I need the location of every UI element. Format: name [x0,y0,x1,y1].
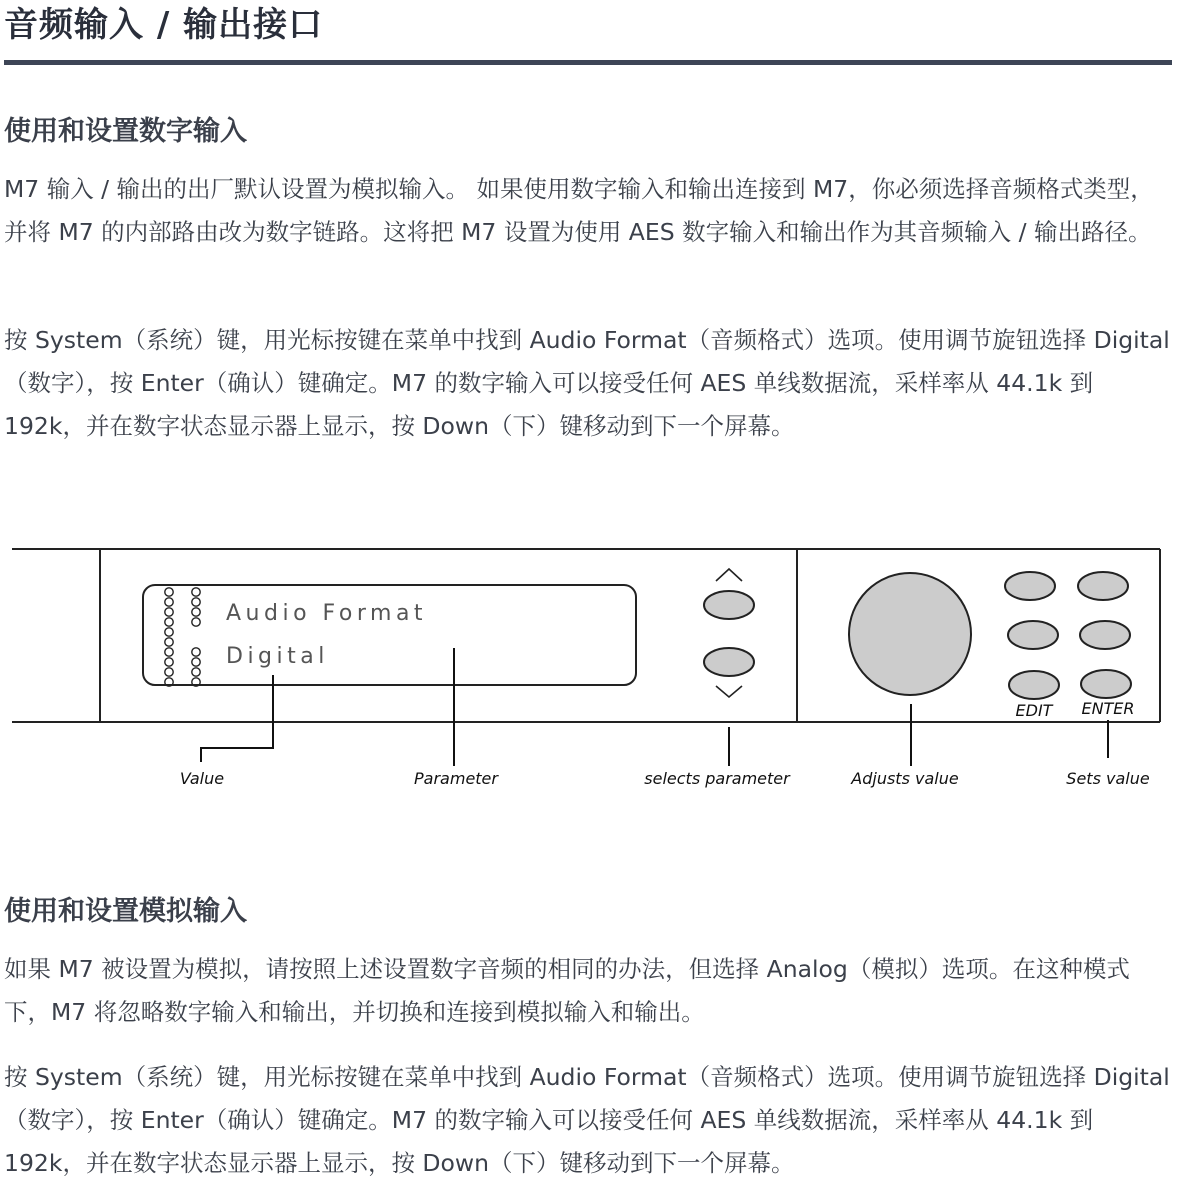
callout-value: Value [179,769,225,788]
panel-button-mid-right[interactable] [1080,621,1130,649]
lcd-display [143,585,636,685]
edit-button[interactable] [1009,671,1059,699]
analog-paragraph-1: 如果 M7 被设置为模拟，请按照上述设置数字音频的相同的办法，但选择 Analog（模拟）选项。在这种模式下，M7 将忽略数字输入和输出，并切换和连接到模拟输入和输出。 [4,955,1130,1026]
callout-adjusts-value: Adjusts value [851,769,959,788]
analog-paragraph-2: 按 System（系统）键，用光标按键在菜单中找到 Audio Format（音频格式）选项。使用调节旋钮选择 Digital（数字），按 Enter（确认）键确定。M7 的数字输入可以接受任何 AES 单线数据流，采样率从 44.1k 到 192k，并在数字状态显示器上显示，按 Down（下）键移动到下一个屏幕。 [4,1063,1170,1177]
section-heading-analog: 使用和设置模拟输入 [4,896,247,927]
edit-button-label: EDIT [1015,701,1053,720]
callout-selects-parameter: selects parameter [644,769,790,788]
enter-button-label: ENTER [1081,699,1135,718]
panel-button-top-left[interactable] [1005,572,1055,600]
front-panel-diagram [0,540,1184,800]
adjust-knob[interactable] [849,573,971,695]
chevron-up-icon [716,569,742,581]
panel-button-mid-left[interactable] [1008,621,1058,649]
chevron-down-icon [716,686,742,697]
digital-paragraph-2: 按 System（系统）键，用光标按键在菜单中找到 Audio Format（音频格式）选项。使用调节旋钮选择 Digital（数字），按 Enter（确认）键确定。M7 的数字输入可以接受任何 AES 单线数据流，采样率从 44.1k 到 192k，并在数字状态显示器上显示，按 Down（下）键移动到下一个屏幕。 [4,326,1170,440]
title-divider [4,60,1172,65]
lcd-value-text: Digital [226,644,329,669]
panel-button-top-right[interactable] [1078,572,1128,600]
enter-button[interactable] [1081,670,1131,698]
value-leader-line [201,675,273,762]
callout-sets-value: Sets value [1066,769,1150,788]
page-title: 音频输入 / 输出接口 [4,5,324,45]
callout-parameter: Parameter [414,769,498,788]
cursor-down-button[interactable] [704,648,754,676]
lcd-parameter-text: Audio Format [226,601,428,626]
digital-paragraph-1: M7 输入 / 输出的出厂默认设置为模拟输入。 如果使用数字输入和输出连接到 M7，你必须选择音频格式类型，并将 M7 的内部路由改为数字链路。这将把 M7 设置为使用 AES 数字输入和输出作为其音频输入 / 输出路径。 [4,175,1154,246]
section-heading-digital: 使用和设置数字输入 [4,116,247,147]
cursor-up-button[interactable] [704,591,754,619]
